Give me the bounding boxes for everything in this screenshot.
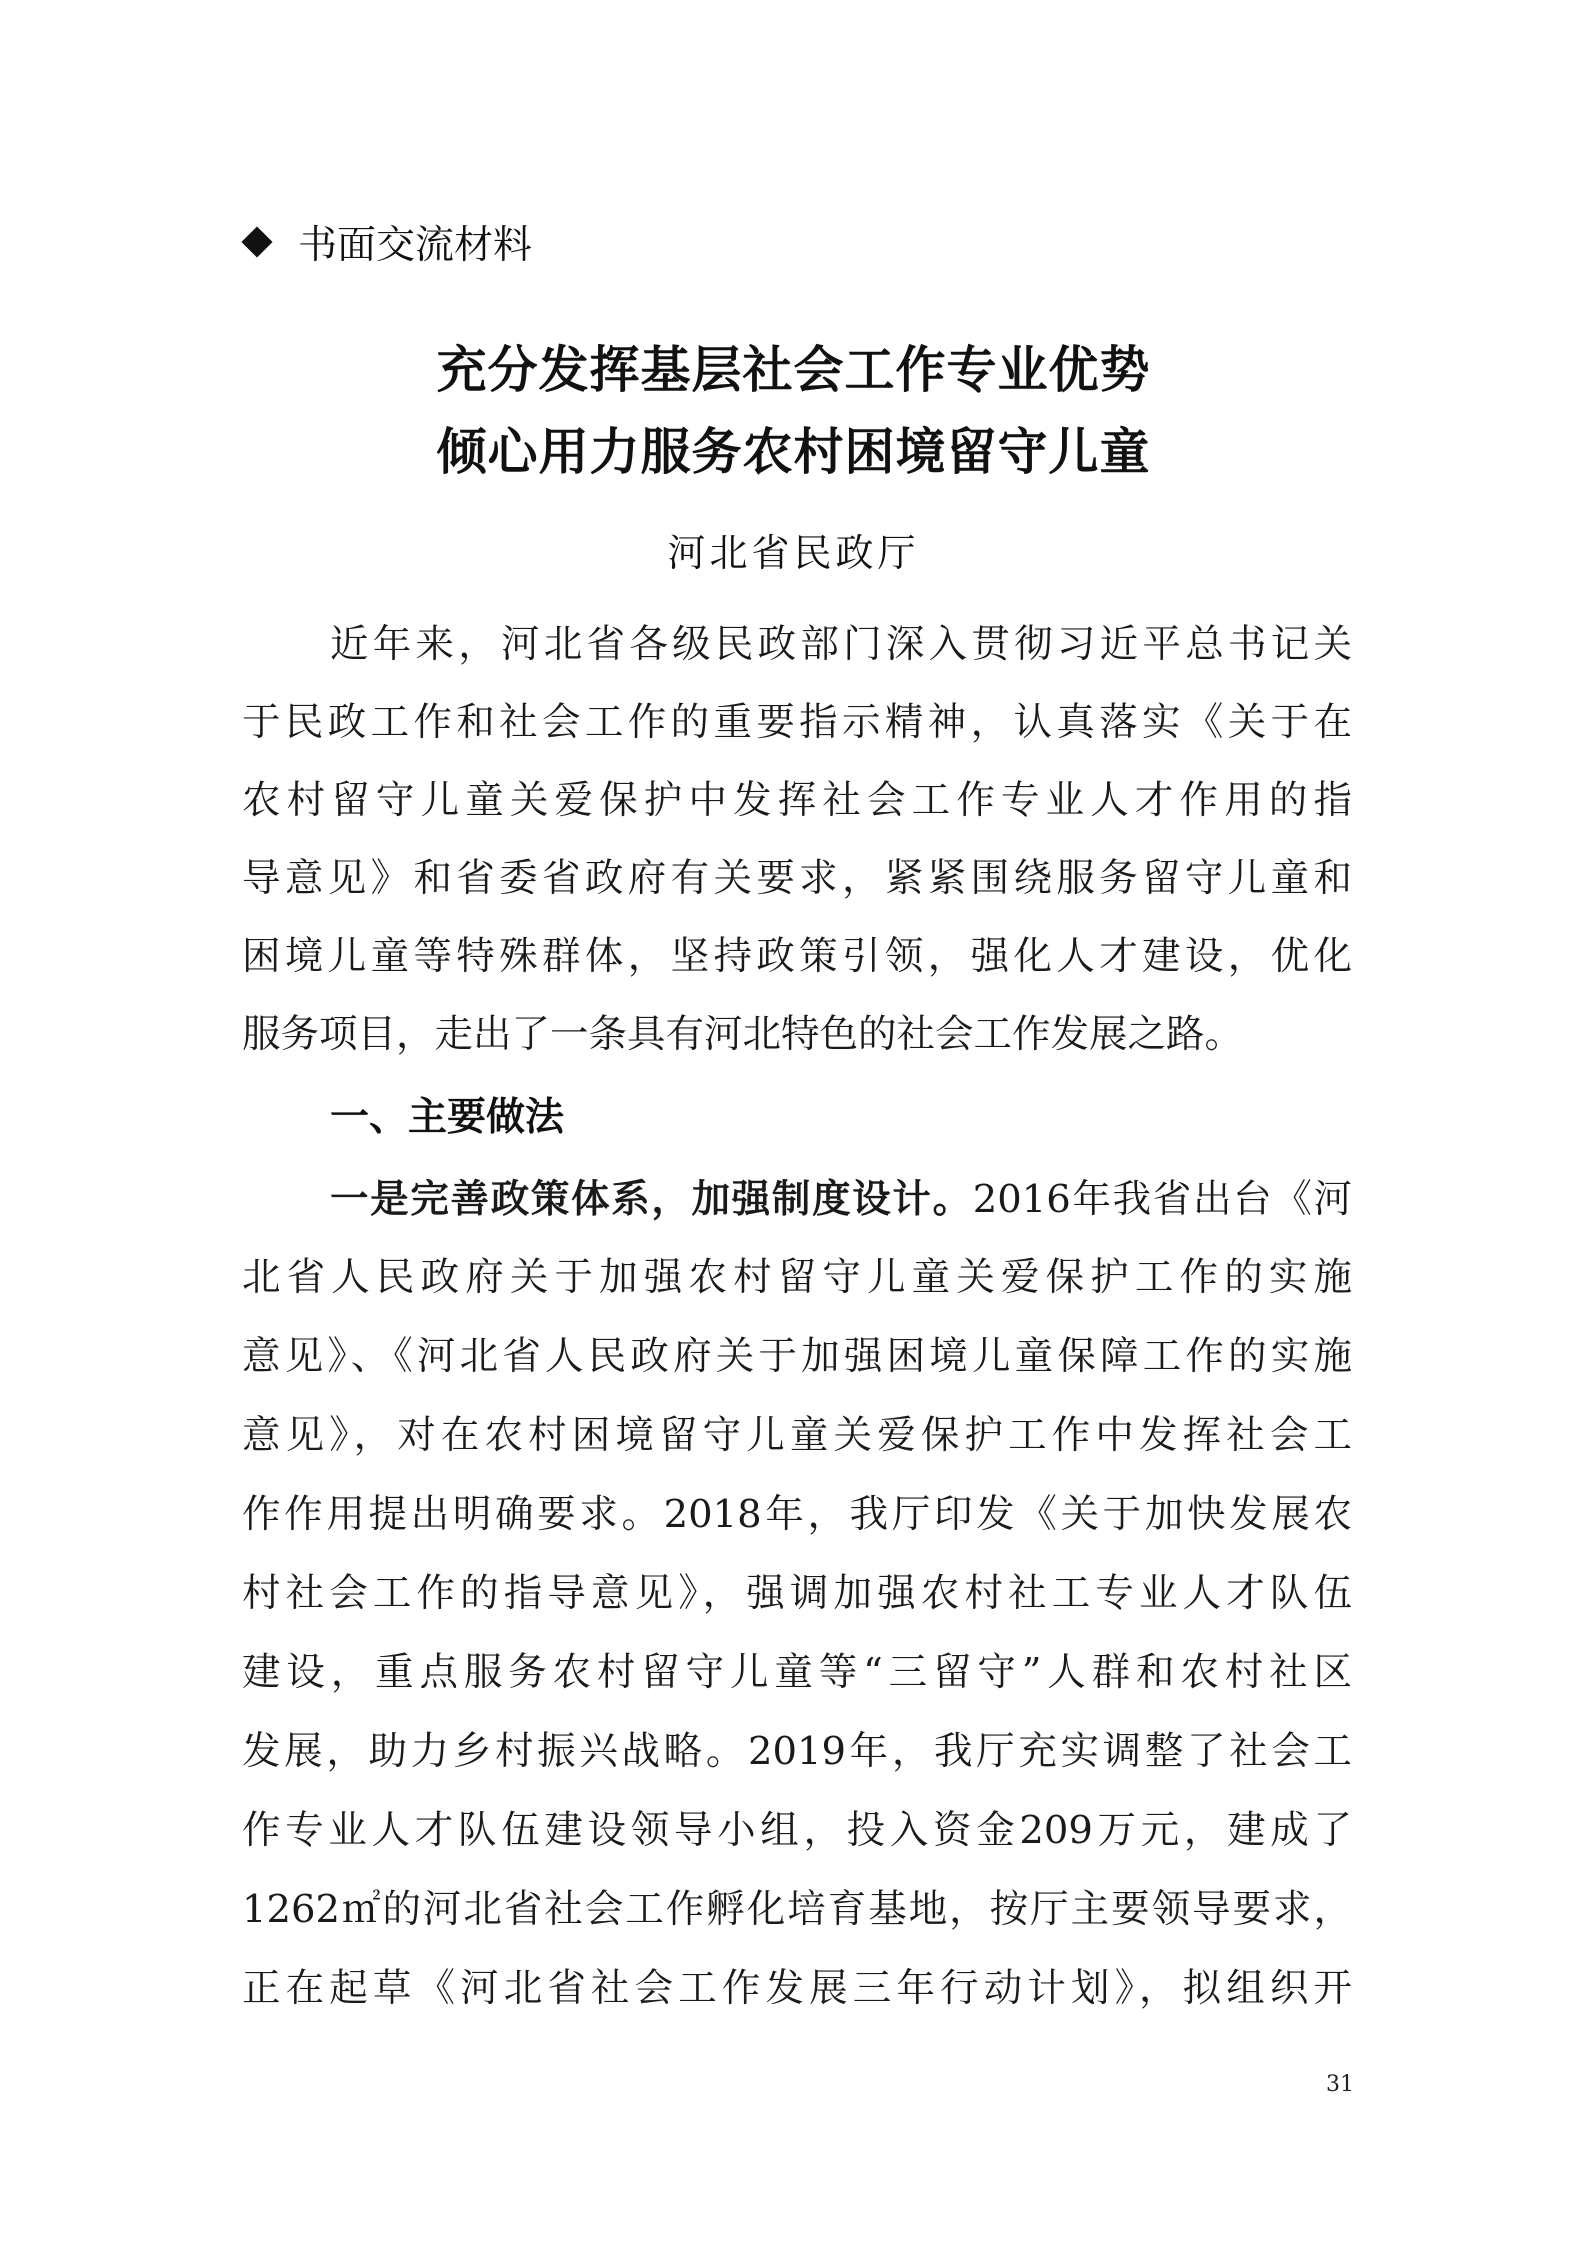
point1-line: 意见》、《河北省人民政府关于加强困境儿童保障工作的实施 bbox=[242, 1334, 1352, 1379]
diamond-bullet-icon bbox=[242, 227, 272, 257]
point1-line: 发展，助力乡村振兴战略。2019年，我厅充实调整了社会工 bbox=[242, 1729, 1352, 1774]
point1-first-line bbox=[330, 1172, 1352, 1228]
document-title-line-1: 充分发挥基层社会工作专业优势 bbox=[436, 341, 1151, 399]
point1-line: 1262㎡的河北省社会工作孵化培育基地，按厅主要领导要求， bbox=[242, 1887, 1352, 1932]
page-number: 31 bbox=[1326, 2072, 1354, 2097]
intro-line: 于民政工作和社会工作的重要指示精神，认真落实《关于在 bbox=[242, 700, 1352, 745]
point1-line: 意见》，对在农村困境留守儿童关爱保护工作中发挥社会工 bbox=[242, 1413, 1352, 1458]
document-title-line-2: 倾心用力服务农村困境留守儿童 bbox=[436, 423, 1151, 481]
intro-line: 困境儿童等特殊群体，坚持政策引领，强化人才建设，优化 bbox=[242, 934, 1352, 979]
point1-line: 建设，重点服务农村留守儿童等“三留守”人群和农村社区 bbox=[242, 1650, 1352, 1695]
point1-line: 作作用提出明确要求。2018年，我厅印发《关于加快发展农 bbox=[242, 1492, 1352, 1537]
point1-first-line-rest: 2016年我省出台《河 bbox=[972, 1177, 1352, 1222]
point1-line: 村社会工作的指导意见》，强调加强农村社工专业人才队伍 bbox=[242, 1571, 1352, 1616]
author: 河北省民政厅 bbox=[667, 531, 920, 575]
section-heading: 一、主要做法 bbox=[330, 1095, 565, 1140]
section-label-text: 书面交流材料 bbox=[298, 223, 533, 268]
intro-line: 农村留守儿童关爱保护中发挥社会工作专业人才作用的指 bbox=[242, 778, 1352, 823]
section-label bbox=[242, 212, 532, 272]
point1-lead: 一是完善政策体系，加强制度设计。 bbox=[330, 1177, 973, 1222]
intro-line: 近年来，河北省各级民政部门深入贯彻习近平总书记关 bbox=[330, 622, 1352, 667]
point1-line: 正在起草《河北省社会工作发展三年行动计划》，拟组织开 bbox=[242, 1966, 1352, 2011]
intro-line: 服务项目，走出了一条具有河北特色的社会工作发展之路。 bbox=[242, 1012, 1244, 1057]
intro-line: 导意见》和省委省政府有关要求，紧紧围绕服务留守儿童和 bbox=[242, 856, 1352, 901]
point1-line: 作专业人才队伍建设领导小组，投入资金209万元，建成了 bbox=[242, 1808, 1352, 1853]
point1-line: 北省人民政府关于加强农村留守儿童关爱保护工作的实施 bbox=[242, 1255, 1352, 1300]
